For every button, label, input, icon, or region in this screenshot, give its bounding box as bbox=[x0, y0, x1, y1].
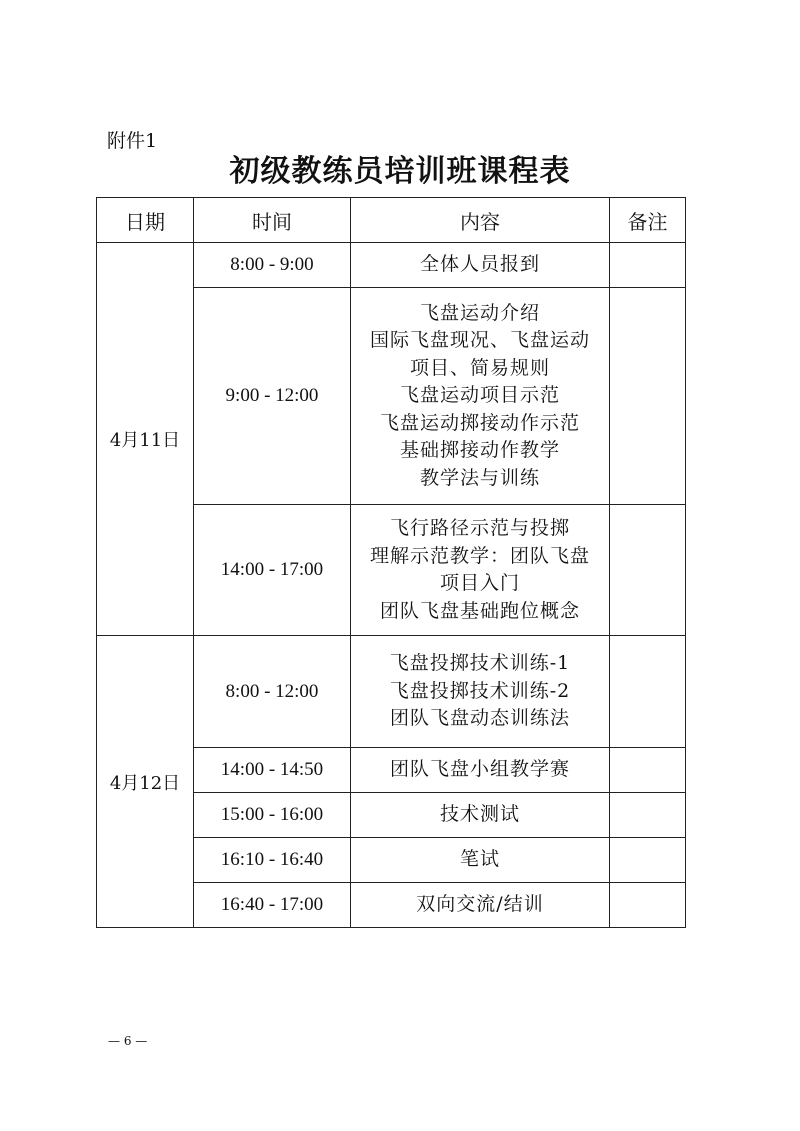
date-cell: 4月12日 bbox=[97, 636, 194, 928]
time-cell: 14:00 - 17:00 bbox=[194, 505, 351, 636]
content-line: 双向交流/结训 bbox=[416, 893, 544, 916]
content-line: 国际飞盘现况、飞盘运动 bbox=[369, 329, 590, 352]
content-line: 技术测试 bbox=[439, 803, 520, 826]
page-title: 初级教练员培训班课程表 bbox=[229, 154, 571, 189]
content-line: 项目入门 bbox=[439, 572, 520, 594]
content-line: 教学法与训练 bbox=[419, 466, 540, 489]
content-line: 项目、简易规则 bbox=[409, 356, 550, 379]
attachment-label: 附件1 bbox=[107, 130, 158, 152]
time-cell: 9:00 - 12:00 bbox=[194, 288, 351, 505]
content-line: 团队飞盘动态训练法 bbox=[389, 707, 570, 730]
note-cell bbox=[610, 883, 686, 928]
content-line: 飞行路径示范与投掷 bbox=[389, 517, 570, 539]
content-cell bbox=[351, 243, 610, 288]
content-cell bbox=[351, 748, 610, 793]
header-note: 备注 bbox=[610, 198, 686, 243]
content-line: 团队飞盘小组教学赛 bbox=[389, 758, 570, 781]
time-cell: 16:10 - 16:40 bbox=[194, 838, 351, 883]
note-cell bbox=[610, 636, 686, 748]
content-cell bbox=[351, 883, 610, 928]
time-cell: 8:00 - 9:00 bbox=[194, 243, 351, 288]
note-cell bbox=[610, 288, 686, 505]
time-cell: 14:00 - 14:50 bbox=[194, 748, 351, 793]
content-line: 飞盘投掷技术训练-2 bbox=[389, 679, 571, 702]
content-cell bbox=[351, 505, 610, 636]
time-cell: 8:00 - 12:00 bbox=[194, 636, 351, 748]
content-line: 基础掷接动作教学 bbox=[399, 439, 560, 462]
page-number: — 6 — bbox=[108, 1034, 148, 1048]
note-cell bbox=[610, 793, 686, 838]
content-line: 飞盘运动项目示范 bbox=[399, 384, 560, 407]
content-cell bbox=[351, 288, 610, 505]
content-line: 团队飞盘基础跑位概念 bbox=[379, 599, 580, 622]
note-cell bbox=[610, 748, 686, 793]
content-line: 飞盘投掷技术训练-1 bbox=[389, 652, 571, 675]
time-cell: 15:00 - 16:00 bbox=[194, 793, 351, 838]
note-cell bbox=[610, 838, 686, 883]
header-content: 内容 bbox=[351, 198, 610, 243]
content-line: 全体人员报到 bbox=[419, 253, 540, 276]
table-header-row bbox=[97, 198, 686, 243]
content-cell bbox=[351, 793, 610, 838]
content-line: 笔试 bbox=[459, 848, 500, 871]
content-cell bbox=[351, 636, 610, 748]
content-cell bbox=[351, 838, 610, 883]
schedule-table bbox=[96, 197, 686, 928]
content-line: 飞盘运动掷接动作示范 bbox=[379, 411, 580, 434]
date-cell: 4月11日 bbox=[97, 243, 194, 636]
time-cell: 16:40 - 17:00 bbox=[194, 883, 351, 928]
table-row bbox=[97, 636, 686, 748]
table-row bbox=[97, 243, 686, 288]
note-cell bbox=[610, 505, 686, 636]
header-date: 日期 bbox=[97, 198, 194, 243]
note-cell bbox=[610, 243, 686, 288]
content-line: 飞盘运动介绍 bbox=[419, 301, 540, 324]
header-time: 时间 bbox=[194, 198, 351, 243]
content-line: 理解示范教学：团队飞盘 bbox=[369, 544, 590, 567]
